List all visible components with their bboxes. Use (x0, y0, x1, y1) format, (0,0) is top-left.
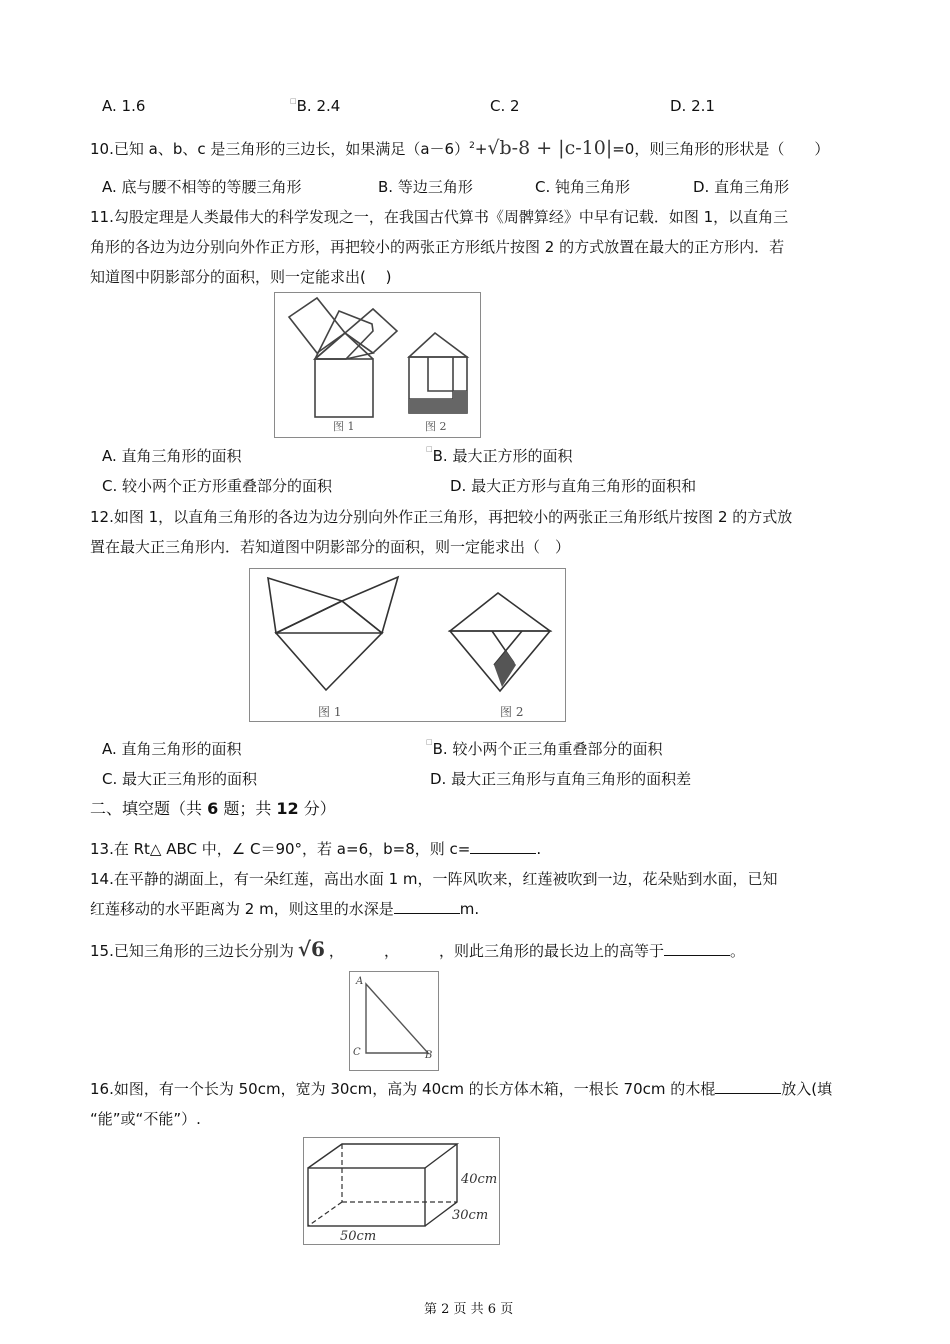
left-small-square (289, 298, 345, 353)
q14-line1: 14.在平静的湖面上，有一朵红莲，高出水面 1 m，一阵风吹来，红莲被吹到一边，花朵贴到水面，已知 (90, 870, 778, 888)
q16-text-pre: 16.如图，有一个长为 50cm，宽为 30cm，高为 40cm 的长方体木箱，一根长 70cm 的木棍 (90, 1080, 716, 1098)
section2-prefix: 二、填空题（共 (90, 799, 208, 818)
q16-box-drawing (304, 1138, 499, 1244)
q11-line1: 11.勾股定理是人类最伟大的科学发现之一，在我国古代算书《周髀算经》中早有记载．如图 1，以直角三 (90, 208, 789, 226)
q11-option-b-text: B. 最大正方形的面积 (432, 447, 573, 465)
fig2-triangle (409, 333, 467, 357)
q10-text-pre: 10.已知 a、b、c 是三角形的三边长，如果满足（a－6） (90, 140, 470, 158)
q11-fig1-caption: 图 1 (333, 420, 355, 433)
q11-option-b (426, 445, 572, 466)
page-footer: 第 2 页 共 6 页 (424, 1302, 514, 1317)
q12-option-b-text: B. 较小两个正三角重叠部分的面积 (432, 740, 663, 758)
q16-figure (303, 1137, 500, 1245)
q11-option-a: A. 直角三角形的面积 (102, 447, 242, 465)
q15-answer-blank[interactable] (664, 941, 730, 956)
question-15 (90, 938, 745, 962)
q15-text-pre: 15.已知三角形的三边长分别为 (90, 942, 294, 960)
question-13 (90, 838, 541, 860)
question-10 (90, 135, 829, 160)
section2-count: 6 (207, 799, 219, 818)
q12-figure (249, 568, 566, 722)
q11-fig2-caption: 图 2 (425, 420, 447, 433)
q12-line2: 置在最大正三角形内．若知道图中阴影部分的面积，则一定能求出（ ） (90, 538, 571, 556)
q12-line1: 12.如图 1，以直角三角形的各边为边分别向外作正三角形，再把较小的两张正三角形纸片按图 2 的方式放 (90, 508, 793, 526)
fig2-top-triangle (450, 593, 550, 631)
section2-mid: 题；共 (218, 799, 277, 818)
q11-figure (274, 292, 481, 438)
q9-option-a: A. 1.6 (102, 97, 146, 115)
q11-figure-drawing (275, 293, 480, 437)
q14-answer-blank[interactable] (394, 899, 460, 914)
q15-sqrt-six: √6 (297, 937, 325, 961)
q16-line2: “能”或“不能”）. (90, 1110, 201, 1128)
q10-option-b: B. 等边三角形 (378, 178, 473, 196)
q9-option-b-text: B. 2.4 (296, 97, 341, 115)
q15-text-post: 。 (729, 942, 745, 960)
q15-separator-1: ， (328, 942, 344, 960)
q10-option-a: A. 底与腰不相等的等腰三角形 (102, 178, 302, 196)
section2-score: 12 (276, 799, 299, 818)
q14-text-post: m. (459, 900, 480, 918)
q15-label-a: A (356, 976, 364, 987)
q16-label-height: 40cm (461, 1172, 498, 1187)
q9-option-c: C. 2 (490, 97, 520, 115)
fig2-shaded-region-2 (453, 391, 467, 413)
q15-label-b: B (425, 1050, 433, 1061)
q16-label-length: 50cm (340, 1229, 377, 1244)
q12-fig1-caption: 图 1 (318, 705, 342, 719)
q10-option-d: D. 直角三角形 (693, 178, 790, 196)
largest-square (315, 359, 373, 417)
right-triangle-shape (315, 333, 373, 359)
q13-text-post: . (536, 840, 542, 858)
q12-option-b (426, 738, 662, 759)
fig2-small-square-edge (428, 357, 467, 391)
q15-separator-2: ， (383, 942, 399, 960)
fig2-other-square-edge (409, 357, 453, 399)
q11-line2: 角形的各边为边分别向外作正方形，再把较小的两张正方形纸片按图 2 的方式放置在最大的正方形内．若 (90, 238, 785, 256)
q11-line3: 知道图中阴影部分的面积，则一定能求出( ) (90, 268, 392, 286)
fig2-shaded-overlap (494, 651, 516, 687)
q10-option-c: C. 钝角三角形 (535, 178, 631, 196)
q10-sup: 2 (469, 141, 475, 151)
q15-label-c: C (353, 1047, 361, 1058)
q12-option-a: A. 直角三角形的面积 (102, 740, 242, 758)
q9-option-b (290, 97, 340, 115)
q12-option-c: C. 最大正三角形的面积 (102, 770, 258, 788)
option-marker-icon: □ (290, 97, 297, 105)
q15-right-triangle (366, 984, 428, 1053)
box-hidden-edge-depth (308, 1202, 342, 1226)
q10-plus: + (474, 140, 488, 158)
fig1-largest-triangle (276, 633, 382, 690)
q12-fig2-caption: 图 2 (500, 705, 524, 719)
q16-line1 (90, 1078, 832, 1100)
q10-formula: √b-8 + |c-10| (487, 137, 613, 159)
fig1-right-triangle (342, 577, 398, 633)
q15-figure (349, 971, 439, 1071)
section2-suffix: 分） (298, 799, 336, 818)
q16-answer-blank[interactable] (715, 1079, 781, 1094)
option-marker-icon: □ (426, 738, 433, 746)
q13-answer-blank[interactable] (470, 839, 536, 854)
q14-text-pre: 红莲移动的水平距离为 2 m，则这里的水深是 (90, 900, 394, 918)
q16-text-post: 放入(填 (781, 1080, 833, 1098)
box-top-face (308, 1144, 457, 1168)
q13-text-pre: 13.在 Rt△ ABC 中，∠ C＝90°，若 a=6，b=8，则 c= (90, 840, 471, 858)
option-marker-icon: □ (426, 445, 433, 453)
q9-option-d: D. 2.1 (670, 97, 715, 115)
q14-line2 (90, 898, 479, 920)
q16-label-width: 30cm (452, 1208, 489, 1223)
q12-option-d: D. 最大正三角形与直角三角形的面积差 (430, 770, 692, 788)
section-2-header (90, 796, 336, 819)
fig2-shaded-region (409, 399, 453, 413)
q15-text-mid: ，则此三角形的最长边上的高等于 (438, 942, 664, 960)
q12-figure-drawing (250, 569, 565, 721)
q11-option-c: C. 较小两个正方形重叠部分的面积 (102, 477, 333, 495)
q10-text-post: =0，则三角形的形状是（ ） (612, 140, 830, 158)
q11-option-d: D. 最大正方形与直角三角形的面积和 (450, 477, 697, 495)
box-front-face (308, 1168, 425, 1226)
